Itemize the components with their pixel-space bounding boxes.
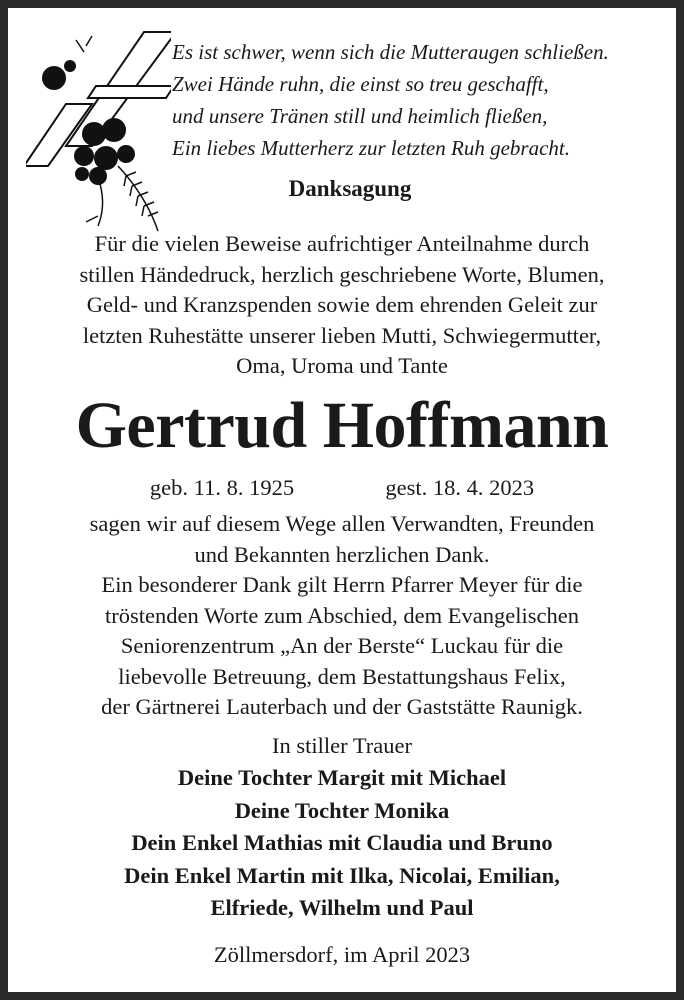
text-line: sagen wir auf diesem Wege allen Verwandten, Freunden — [89, 511, 595, 536]
family-line: Deine Tochter Monika — [234, 797, 450, 823]
text-line: tröstenden Worte zum Abschied, dem Evangelischen — [105, 602, 579, 628]
text-line: stillen Händedruck, herzlich geschriebene Worte, Blumen, — [79, 261, 605, 287]
dates — [8, 473, 676, 504]
poem-line: Zwei Hände ruhn, die einst so treu geschafft, — [172, 72, 549, 96]
text-line: Für die vielen Beweise aufrichtiger Anteilnahme durch — [94, 231, 590, 256]
death-date: gest. 18. 4. 2023 — [385, 475, 535, 500]
text-line: Oma, Uroma und Tante — [236, 353, 448, 378]
cross-with-roses-icon — [26, 26, 171, 236]
poem-line: Ein liebes Mutterherz zur letzten Ruh gebracht. — [172, 136, 570, 160]
text-line: Ein besonderer Dank gilt Herrn Pfarrer Meyer für die — [101, 572, 583, 597]
poem — [172, 36, 609, 164]
text-line: Seniorenzentrum „An der Berste“ Luckau für die — [120, 633, 564, 658]
poem-line: Es ist schwer, wenn sich die Mutteraugen schließen. — [172, 40, 609, 64]
heading: Danksagung — [288, 176, 412, 201]
place-date: Zöllmersdorf, im April 2023 — [213, 942, 471, 967]
family-line: Elfriede, Wilhelm und Paul — [210, 895, 474, 920]
text-line: der Gärtnerei Lauterbach und der Gaststätte Raunigk. — [101, 694, 583, 719]
family-line: Dein Enkel Martin mit Ilka, Nicolai, Emilian, — [124, 862, 560, 888]
thanks-text — [8, 509, 676, 723]
intro-text — [8, 229, 676, 382]
birth-date: geb. 11. 8. 1925 — [149, 475, 295, 500]
mourning-label: In stiller Trauer — [272, 733, 412, 758]
text-line: liebevolle Betreuung, dem Bestattungshaus Felix, — [118, 663, 566, 689]
text-line: Geld- und Kranzspenden sowie dem ehrenden Geleit zur — [86, 292, 598, 317]
family-line: Dein Enkel Mathias mit Claudia und Bruno — [131, 830, 553, 855]
text-line: letzten Ruhestätte unserer lieben Mutti, Schwiegermutter, — [82, 322, 602, 348]
deceased-name: Gertrud Hoffmann — [75, 389, 609, 462]
text-line: und Bekannten herzlichen Dank. — [194, 541, 490, 567]
poem-line: und unsere Tränen still und heimlich fließen, — [172, 104, 548, 128]
family-list — [8, 762, 676, 925]
family-line: Deine Tochter Margit mit Michael — [177, 765, 507, 790]
obituary-card — [8, 8, 676, 992]
